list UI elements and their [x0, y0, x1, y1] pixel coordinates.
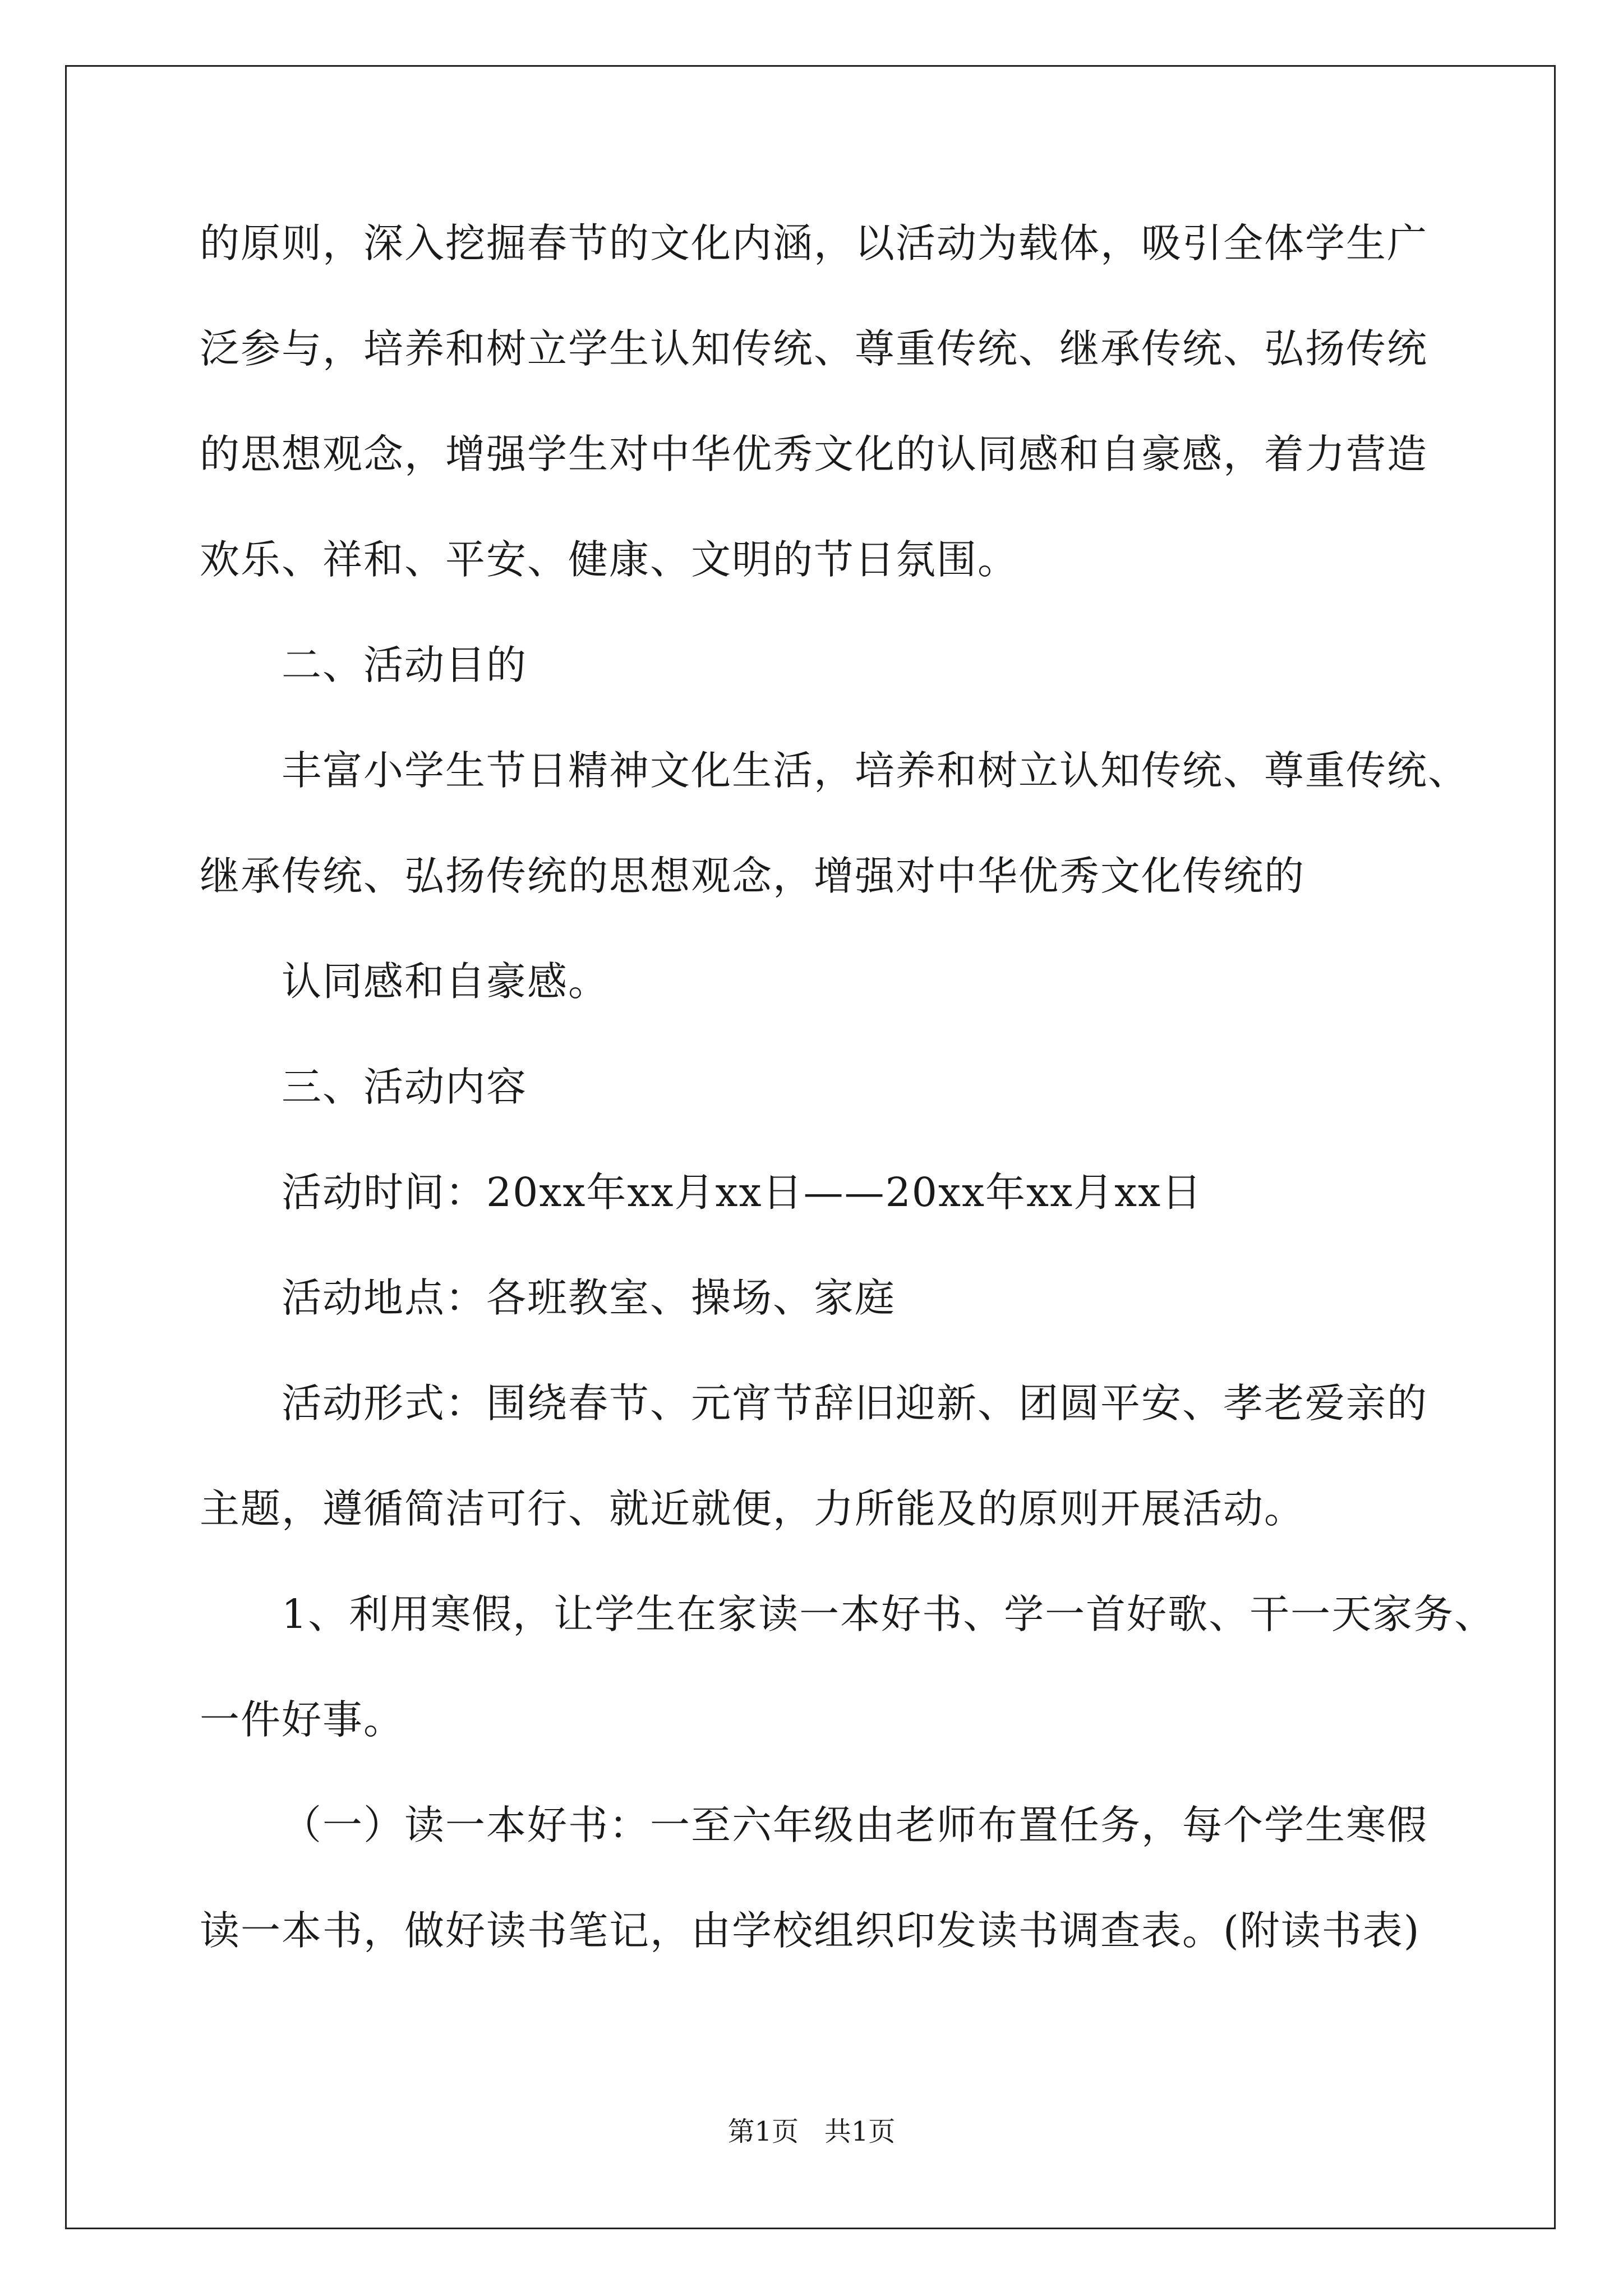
section-heading: 三、活动内容	[282, 1064, 528, 1110]
body-line: 读一本书，做好读书笔记，由学校组织印发读书调查表。(附读书表)	[200, 1907, 1421, 1954]
body-line: 认同感和自豪感。	[282, 958, 610, 1005]
list-item: 1、利用寒假，让学生在家读一本好书、学一首好歌、干一天家务、	[282, 1591, 1496, 1637]
document-body	[200, 191, 1496, 1984]
page-footer: 第1页 共1页	[727, 2116, 896, 2147]
activity-time: 活动时间：20xx年xx月xx日——20xx年xx月xx日	[282, 1169, 1203, 1216]
body-line: 泛参与，培养和树立学生认知传统、尊重传统、继承传统、弘扬传统	[200, 325, 1428, 372]
body-line: 的原则，深入挖掘春节的文化内涵，以活动为载体，吸引全体学生广	[200, 220, 1428, 266]
sub-item: （一）读一本好书：一至六年级由老师布置任务，每个学生寒假	[282, 1802, 1428, 1848]
body-line: 主题，遵循简洁可行、就近就便，力所能及的原则开展活动。	[200, 1485, 1306, 1532]
body-line: 一件好事。	[200, 1696, 405, 1743]
activity-location: 活动地点：各班教室、操场、家庭	[282, 1274, 896, 1321]
section-heading: 二、活动目的	[282, 642, 528, 688]
body-line: 欢乐、祥和、平安、健康、文明的节日氛围。	[200, 536, 1019, 583]
body-line: 继承传统、弘扬传统的思想观念，增强对中华优秀文化传统的	[200, 853, 1306, 899]
body-line: 的思想观念，增强学生对中华优秀文化的认同感和自豪感，着力营造	[200, 431, 1428, 477]
activity-format: 活动形式：围绕春节、元宵节辞旧迎新、团圆平安、孝老爱亲的	[282, 1380, 1428, 1427]
body-line: 丰富小学生节日精神文化生活，培养和树立认知传统、尊重传统、	[282, 747, 1469, 794]
